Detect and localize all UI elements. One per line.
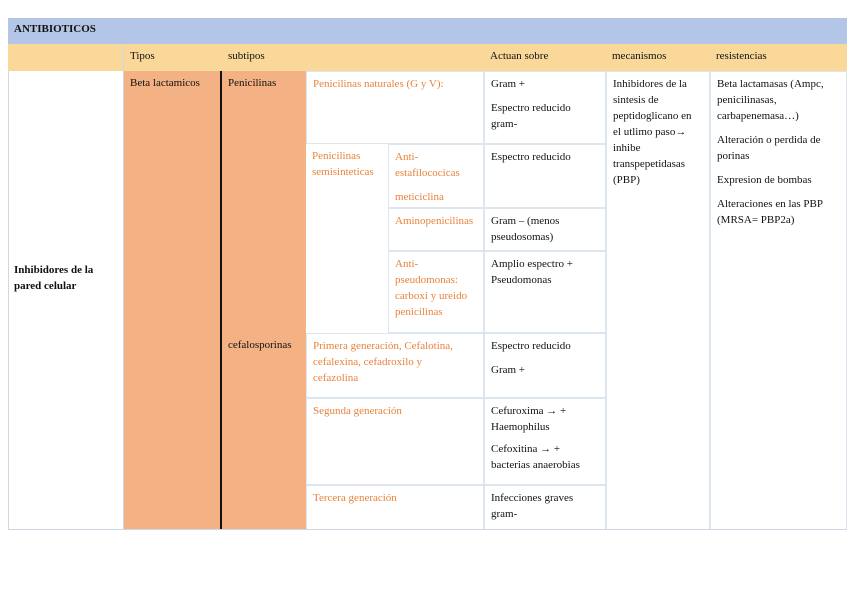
- anti-pseudo-line-4: penicilinas: [395, 306, 443, 318]
- primera-line-3: cefazolina: [313, 372, 359, 384]
- actuan-amino-1: Gram – (menos: [491, 215, 560, 227]
- anti-estafilo-meticiclina: meticiclina: [395, 191, 444, 203]
- anti-pseudo-line-2: pseudomonas:: [395, 274, 458, 286]
- header-subtipos: subtipos: [228, 50, 265, 62]
- resistencia-3-line-1: Expresion de bombas: [717, 174, 812, 186]
- actuan-amino: [484, 208, 606, 251]
- row-label-line-1: Inhibidores de la: [14, 264, 94, 276]
- row-label-inhibidores: [8, 258, 122, 298]
- resistencia-1-line-3: carbapenemasa…): [717, 110, 799, 122]
- actuan-anti-pseudo-2: Pseudomonas: [491, 274, 552, 286]
- mecanismo-line-4: el utlimo paso→: [613, 126, 687, 138]
- mecanismo-line-6: transpepetidasas: [613, 158, 686, 170]
- primera-line-2: cefalexina, cefadroxilo y: [313, 356, 423, 368]
- actuan-naturales-2: Espectro reducido gram-: [491, 102, 571, 130]
- resistencia-3: [717, 172, 840, 188]
- header-tipos: Tipos: [130, 50, 155, 62]
- primera-generacion: [306, 333, 484, 398]
- actuan-segunda-4: bacterias anaerobias: [491, 459, 580, 471]
- actuan-primera-2: Gram +: [491, 364, 525, 376]
- row-label-line-2: pared celular: [14, 280, 77, 292]
- semisinteticas-line-1: Penicilinas: [312, 150, 361, 162]
- actuan-primera: [484, 333, 606, 398]
- actuan-naturales-1: Gram +: [491, 78, 525, 90]
- resistencia-4-line-1: Alteraciones en las PBP: [717, 198, 824, 210]
- header-mecanismos: mecanismos: [612, 50, 667, 62]
- mecanismo-line-5: inhibe: [613, 142, 641, 154]
- anti-estafilococicas: [388, 144, 484, 208]
- col-divider-1: [123, 44, 124, 530]
- actuan-primera-1: Espectro reducido: [491, 340, 571, 352]
- table-title: ANTIBIOTICOS: [8, 18, 847, 44]
- actuan-anti-pseudo-1: Amplio espectro +: [491, 258, 573, 270]
- actuan-tercera: [484, 485, 606, 530]
- subtipo-cefalosporinas: cefalosporinas: [222, 333, 306, 530]
- penicilinas-semisinteticas: [306, 144, 388, 333]
- resistencia-2-line-1: Alteración o perdida de: [717, 134, 821, 146]
- header-resistencias: resistencias: [716, 50, 767, 62]
- actuan-segunda-3: Cefoxitina → +: [491, 443, 561, 455]
- table-bottom-border: [8, 529, 847, 530]
- mecanismo-line-2: sintesis de: [613, 94, 659, 106]
- anti-pseudo-line-1: Anti-: [395, 258, 419, 270]
- anti-estafilo-line-2: estafilococicas: [395, 167, 460, 179]
- actuan-segunda-2: Haemophilus: [491, 421, 550, 433]
- penicilinas-naturales: Penicilinas naturales (G y V):: [306, 71, 484, 144]
- anti-pseudo-line-3: carboxi y ureido: [395, 290, 468, 302]
- actuan-tercera-1: Infecciones graves: [491, 492, 574, 504]
- primera-line-1: Primera generación, Cefalotina,: [313, 340, 453, 352]
- actuan-anti-pseudo: [484, 251, 606, 333]
- tipo-beta-lactamicos: Beta lactamicos: [124, 71, 220, 530]
- actuan-segunda: [484, 398, 606, 485]
- vertical-rule: [220, 71, 222, 530]
- resistencia-4-line-2: (MRSA= PBP2a): [717, 214, 795, 226]
- aminopenicilinas: Aminopenicilinas: [388, 208, 484, 251]
- subtipo-penicilinas: Penicilinas: [222, 71, 306, 333]
- tercera-generacion: Tercera generación: [306, 485, 484, 530]
- resistencia-2-line-2: porinas: [717, 150, 750, 162]
- mecanismo-line-3: peptidoglicano en: [613, 110, 692, 122]
- table-left-border: [8, 71, 9, 530]
- segunda-generacion: Segunda generación: [306, 398, 484, 485]
- resistencia-1-line-2: penicilinasas,: [717, 94, 777, 106]
- antibiotics-table: [8, 18, 847, 530]
- resistencia-1-line-1: Beta lactamasas (Ampc,: [717, 78, 824, 90]
- resistencia-1: [717, 76, 840, 124]
- resistencia-4: [717, 196, 840, 228]
- resistencia-2: [717, 132, 840, 164]
- header-actuan-sobre: Actuan sobre: [490, 50, 549, 62]
- semisinteticas-line-2: semisinteticas: [312, 166, 374, 178]
- actuan-segunda-1: Cefuroxima → +: [491, 405, 567, 417]
- resistencias-cell: [710, 71, 847, 530]
- mecanismo-line-1: Inhibidores de la: [613, 78, 687, 90]
- actuan-anti-estafilo: Espectro reducido: [484, 144, 606, 208]
- anti-pseudomonas: [388, 251, 484, 333]
- mecanismo-line-7: (PBP): [613, 174, 640, 186]
- actuan-amino-2: pseudosomas): [491, 231, 554, 243]
- mecanismo-cell: [606, 71, 710, 530]
- actuan-naturales: [484, 71, 606, 144]
- actuan-tercera-2: gram-: [491, 508, 518, 520]
- anti-estafilo-line-1: Anti-: [395, 151, 419, 163]
